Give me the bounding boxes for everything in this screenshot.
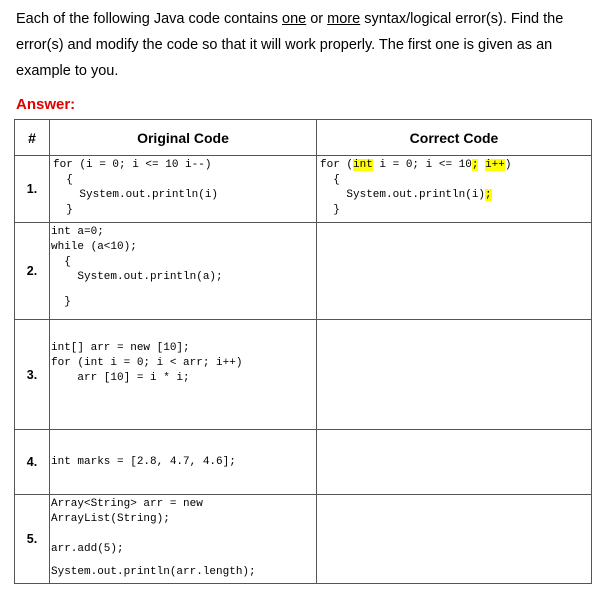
code-line: Array<String> arr = new <box>51 498 203 510</box>
header-correct-code: Correct Code <box>317 120 592 156</box>
code-line: } <box>53 204 73 216</box>
original-code-cell[interactable] <box>50 156 317 223</box>
answer-label: Answer: <box>16 96 76 113</box>
instructions-text-1: Each of the following Java code contains <box>16 11 282 27</box>
code-line: int marks = [2.8, 4.7, 4.6]; <box>51 456 236 468</box>
code-line: { <box>51 256 71 268</box>
row-number: 4. <box>15 430 50 495</box>
code-line: } <box>51 296 71 308</box>
code-segment: ) <box>504 159 512 171</box>
code-line: System.out.println(a); <box>51 271 223 283</box>
row-number: 3. <box>15 320 50 430</box>
instructions-text-2: syntax/logical error(s). Find the error(s) and modify the code so that it will work properly. The first one is given as an example to you. <box>16 11 564 79</box>
highlighted-fix: i++ <box>485 159 505 171</box>
instructions <box>16 6 594 84</box>
table-row <box>15 495 592 584</box>
code-segment: System.out.println(i) <box>320 189 486 201</box>
code-line: System.out.println(i) <box>53 189 219 201</box>
table-row <box>15 156 592 223</box>
row-number: 1. <box>15 156 50 223</box>
code-line <box>320 188 492 203</box>
code-table <box>14 119 592 584</box>
code-line <box>320 158 512 173</box>
code-line: int[] arr = new [10]; <box>51 342 190 354</box>
code-line: System.out.println(arr.length); <box>51 566 256 578</box>
code-line: int a=0; <box>51 226 104 238</box>
header-num: # <box>15 120 50 156</box>
highlighted-fix: ; <box>471 159 479 171</box>
correct-code-cell[interactable] <box>317 223 592 320</box>
original-code-cell[interactable] <box>50 223 317 320</box>
code-line: { <box>53 174 73 186</box>
row-number: 2. <box>15 223 50 320</box>
original-code-cell[interactable] <box>50 495 317 584</box>
instructions-or: or <box>306 11 328 27</box>
table-header-row <box>15 120 592 156</box>
instructions-more: more <box>327 11 361 27</box>
table-row <box>15 430 592 495</box>
correct-code-cell[interactable] <box>317 430 592 495</box>
table-row <box>15 223 592 320</box>
code-line: } <box>320 204 340 216</box>
code-line: arr.add(5); <box>51 543 124 555</box>
table-row <box>15 320 592 430</box>
code-segment: for ( <box>320 159 354 171</box>
code-line: for (i = 0; i <= 10 i--) <box>53 159 212 171</box>
highlighted-fix: int <box>353 159 373 171</box>
highlighted-fix: ; <box>485 189 492 201</box>
header-original-code: Original Code <box>50 120 317 156</box>
code-line: { <box>320 174 340 186</box>
correct-code-cell[interactable] <box>317 320 592 430</box>
original-code-cell[interactable] <box>50 320 317 430</box>
instructions-one: one <box>282 11 307 27</box>
code-line: ArrayList(String); <box>51 513 170 525</box>
row-number: 5. <box>15 495 50 584</box>
code-segment: i = 0; i <= 10 <box>372 159 472 171</box>
code-line: while (a<10); <box>51 241 137 253</box>
code-line: for (int i = 0; i < arr; i++) <box>51 357 243 369</box>
code-line: arr [10] = i * i; <box>51 372 190 384</box>
correct-code-cell[interactable] <box>317 495 592 584</box>
correct-code-cell[interactable] <box>317 156 592 223</box>
original-code-cell[interactable] <box>50 430 317 495</box>
